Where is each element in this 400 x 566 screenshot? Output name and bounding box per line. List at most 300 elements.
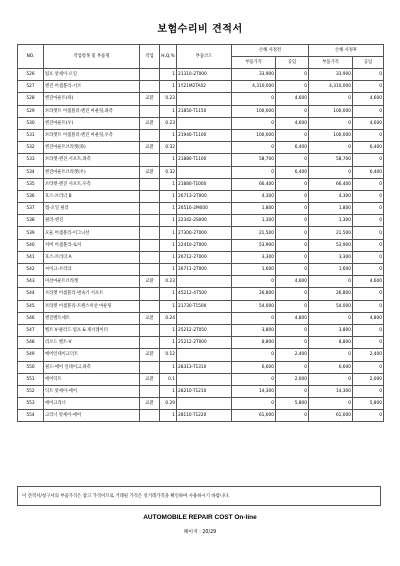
cell-name: 브라켓 어셈블리-변속기 서포트	[44, 288, 140, 300]
cell-p2: 100,000	[309, 129, 353, 141]
table-row	[18, 142, 384, 154]
cell-work	[140, 288, 160, 300]
cell-l2: 0	[353, 178, 384, 190]
cell-code: 45212-4T500	[177, 288, 232, 300]
cell-no: 534	[18, 166, 44, 178]
cell-hq: 0.29	[160, 398, 177, 410]
cell-work	[140, 154, 160, 166]
cell-l2: 5,800	[353, 398, 384, 410]
cell-hq: 1	[160, 190, 177, 202]
cell-l2: 6,400	[353, 166, 384, 178]
cell-no: 551	[18, 373, 44, 385]
table-row	[18, 215, 384, 227]
cell-hq: 0.32	[160, 166, 177, 178]
cell-p2: 6,600	[309, 361, 353, 373]
cell-hq: 1	[160, 324, 177, 336]
cell-l1: 4,600	[276, 93, 309, 105]
cell-l1: 0	[276, 129, 309, 141]
cell-p1: 3,800	[232, 324, 276, 336]
cell-p2: 26,800	[309, 288, 353, 300]
cell-hq: 0.23	[160, 93, 177, 105]
cell-work: 교환	[140, 398, 160, 410]
cell-name: 엔진마운트(우)	[44, 117, 140, 129]
cell-l1: 0	[276, 105, 309, 117]
cell-p1: 14,300	[232, 385, 276, 397]
cell-l1: 0	[276, 215, 309, 227]
header-code: 부품코드	[177, 45, 232, 69]
cell-l2: 0	[353, 105, 384, 117]
cell-l2: 0	[353, 251, 384, 263]
cell-name: 엔진벨트세트	[44, 312, 140, 324]
cell-work: 교환	[140, 373, 160, 385]
cell-code: 28210-T1210	[177, 385, 232, 397]
cell-name: 브라켓-엔진 서포트,우측	[44, 178, 140, 190]
page-number: 페이지 : 20/29	[183, 530, 217, 535]
cell-code	[177, 166, 232, 178]
cell-work	[140, 300, 160, 312]
cell-p1: 58,700	[232, 154, 276, 166]
cell-code	[177, 117, 232, 129]
cell-l1: 0	[276, 264, 309, 276]
cell-p2: 0	[309, 166, 353, 178]
cell-work	[140, 129, 160, 141]
cell-work	[140, 324, 160, 336]
cell-l1: 2,400	[276, 349, 309, 361]
cell-l2: 0	[353, 361, 384, 373]
cell-name: 호스-브리더 B	[44, 190, 140, 202]
cell-hq: 0.12	[160, 349, 177, 361]
cell-name: 덕트 앗세이-에어	[44, 385, 140, 397]
cell-l2: 0	[353, 81, 384, 93]
cell-code: 26510-2M000	[177, 203, 232, 215]
cell-code: 26712-2T000	[177, 251, 232, 263]
cell-hq: 1	[160, 129, 177, 141]
cell-p2: 4,310,000	[309, 81, 353, 93]
cell-work	[140, 410, 160, 422]
cell-no: 554	[18, 410, 44, 422]
cell-work: 교환	[140, 166, 160, 178]
cell-l2: 4,800	[353, 312, 384, 324]
footer-brand: AUTOMOBILE REPAIR COST On-line	[143, 514, 257, 521]
table-row	[18, 300, 384, 312]
table-row	[18, 105, 384, 117]
cell-hq: 1	[160, 288, 177, 300]
cell-code	[177, 276, 232, 288]
table-row	[18, 361, 384, 373]
cell-p1: 53,900	[232, 239, 276, 251]
cell-l2: 0	[353, 288, 384, 300]
cell-work: 교환	[140, 276, 160, 288]
cell-name: 브라켓트 어셈블리-엔진 마운팅,우측	[44, 129, 140, 141]
cell-code: 26713-2T000	[177, 190, 232, 202]
cell-code	[177, 349, 232, 361]
cell-name: 펌프 앗세이-오일	[44, 69, 140, 81]
estimate-table	[17, 44, 384, 422]
cell-p2: 0	[309, 117, 353, 129]
cell-hq: 1	[160, 69, 177, 81]
cell-l2: 0	[353, 154, 384, 166]
cell-no: 546	[18, 312, 44, 324]
table-row	[18, 373, 384, 385]
table-row	[18, 312, 384, 324]
cell-hq: 1	[160, 154, 177, 166]
table-row	[18, 93, 384, 105]
cell-no: 527	[18, 81, 44, 93]
cell-p1: 100,000	[232, 129, 276, 141]
cell-l1: 4,600	[276, 117, 309, 129]
cell-name: 크리너 앗세이-에어	[44, 410, 140, 422]
table-row	[18, 337, 384, 349]
cell-l1: 0	[276, 385, 309, 397]
table-row	[18, 324, 384, 336]
cell-p2: 0	[309, 373, 353, 385]
cell-no: 535	[18, 178, 44, 190]
cell-work: 교환	[140, 349, 160, 361]
cell-no: 532	[18, 142, 44, 154]
cell-code: 21940-T1100	[177, 129, 232, 141]
cell-work	[140, 264, 160, 276]
cell-no: 544	[18, 288, 44, 300]
cell-code	[177, 373, 232, 385]
cell-code	[177, 93, 232, 105]
cell-p1: 61,000	[232, 410, 276, 422]
cell-l1: 0	[276, 251, 309, 263]
cell-work	[140, 385, 160, 397]
cell-name: 리브드 벨트-V	[44, 337, 140, 349]
cell-no: 547	[18, 324, 44, 336]
cell-p2: 3,800	[309, 324, 353, 336]
cell-p1: 0	[232, 398, 276, 410]
cell-work	[140, 105, 160, 117]
table-row	[18, 398, 384, 410]
table-row	[18, 69, 384, 81]
table-row	[18, 117, 384, 129]
cell-code	[177, 142, 232, 154]
cell-p1: 1,800	[232, 203, 276, 215]
cell-name: 엔진 어셈블리-서브	[44, 81, 140, 93]
cell-l1: 2,000	[276, 373, 309, 385]
cell-work: 교환	[140, 117, 160, 129]
cell-p1: 8,800	[232, 337, 276, 349]
cell-hq: 1	[160, 251, 177, 263]
cell-code	[177, 398, 232, 410]
cell-name: 커버 어셈블리-로커	[44, 239, 140, 251]
cell-l2: 6,400	[353, 142, 384, 154]
cell-work	[140, 239, 160, 251]
table-row	[18, 227, 384, 239]
cell-name: 모듈 어셈블리-이그니션	[44, 227, 140, 239]
table-row	[18, 81, 384, 93]
table-row	[18, 385, 384, 397]
cell-p2: 0	[309, 349, 353, 361]
cell-l1: 6,400	[276, 142, 309, 154]
cell-p2: 1,800	[309, 203, 353, 215]
cell-name: 캡-오일 필러	[44, 203, 140, 215]
table-row	[18, 264, 384, 276]
cell-p1: 100,000	[232, 105, 276, 117]
cell-p1: 54,000	[232, 300, 276, 312]
cell-work	[140, 251, 160, 263]
cell-code: 27300-2T000	[177, 227, 232, 239]
cell-name: 에어언테이크덕트	[44, 349, 140, 361]
cell-work	[140, 227, 160, 239]
cell-hq: 0.23	[160, 117, 177, 129]
cell-name: 브라켓-엔진 서포트,좌측	[44, 154, 140, 166]
header-hq: H,Q,%	[160, 45, 177, 69]
cell-code: 26711-2T000	[177, 264, 232, 276]
cell-no: 538	[18, 215, 44, 227]
cell-work	[140, 178, 160, 190]
cell-hq: 1	[160, 203, 177, 215]
cell-l2: 0	[353, 69, 384, 81]
cell-hq: 1	[160, 178, 177, 190]
cell-p2: 0	[309, 312, 353, 324]
cell-code: 28110-T1220	[177, 410, 232, 422]
cell-p2: 61,000	[309, 410, 353, 422]
cell-hq: 0.32	[160, 142, 177, 154]
cell-no: 540	[18, 239, 44, 251]
cell-l2: 0	[353, 337, 384, 349]
cell-p2: 0	[309, 142, 353, 154]
cell-l2: 0	[353, 203, 384, 215]
cell-no: 529	[18, 105, 44, 117]
cell-p2: 14,300	[309, 385, 353, 397]
cell-l2: 0	[353, 300, 384, 312]
cell-l1: 0	[276, 154, 309, 166]
cell-no: 533	[18, 154, 44, 166]
cell-l1: 0	[276, 227, 309, 239]
cell-p2: 1,600	[309, 264, 353, 276]
cell-p2: 66,400	[309, 178, 353, 190]
cell-p2: 21,500	[309, 227, 353, 239]
cell-p2: 100,000	[309, 105, 353, 117]
header-no: NO.	[18, 45, 44, 69]
cell-code: 21850-T1150	[177, 105, 232, 117]
cell-name: 엔진마운트(좌)	[44, 93, 140, 105]
table-row	[18, 288, 384, 300]
cell-p1: 0	[232, 142, 276, 154]
cell-p1: 4,300	[232, 190, 276, 202]
cell-l2: 0	[353, 264, 384, 276]
cell-name: 브라켓 어셈블리-트랜스미션 마운팅	[44, 300, 140, 312]
cell-l1: 0	[276, 288, 309, 300]
table-row	[18, 276, 384, 288]
cell-l2: 0	[353, 190, 384, 202]
cell-work	[140, 337, 160, 349]
cell-l1: 0	[276, 361, 309, 373]
cell-p2: 3,300	[309, 251, 353, 263]
cell-l2: 0	[353, 129, 384, 141]
cell-no: 536	[18, 190, 44, 202]
cell-hq: 0.1	[160, 373, 177, 385]
cell-name: 엔진마운트브라켓(우)	[44, 166, 140, 178]
cell-name: 필러-엔진	[44, 215, 140, 227]
cell-code: 21880-T1100	[177, 154, 232, 166]
table-row	[18, 190, 384, 202]
cell-l2: 0	[353, 324, 384, 336]
table-row	[18, 178, 384, 190]
cell-hq: 1	[160, 385, 177, 397]
table-row	[18, 349, 384, 361]
cell-l1: 0	[276, 300, 309, 312]
header-work: 작업	[140, 45, 160, 69]
cell-p1: 0	[232, 93, 276, 105]
cell-no: 553	[18, 398, 44, 410]
cell-l2: 0	[353, 227, 384, 239]
table-row	[18, 239, 384, 251]
cell-p1: 0	[232, 117, 276, 129]
cell-l2: 0	[353, 385, 384, 397]
cell-p1: 0	[232, 373, 276, 385]
document-title: 보험수리비 견적서	[157, 24, 243, 35]
cell-l1: 0	[276, 178, 309, 190]
cell-work: 교환	[140, 142, 160, 154]
cell-name: 필드-에어 인테이크,좌측	[44, 361, 140, 373]
cell-name: 에어덕트	[44, 373, 140, 385]
header-price-before: 부품가격	[232, 57, 276, 69]
cell-p1: 33,900	[232, 69, 276, 81]
disclaimer-note: 이 견적서/청구서의 부품가격은 참고 가격이므로 거래될 가격은 실거래가격을 확인하여 사용하시기 바랍니다.	[17, 486, 381, 506]
cell-no: 539	[18, 227, 44, 239]
cell-p1: 0	[232, 349, 276, 361]
cell-no: 545	[18, 300, 44, 312]
cell-p2: 8,800	[309, 337, 353, 349]
cell-hq: 1	[160, 227, 177, 239]
cell-work: 교환	[140, 93, 160, 105]
cell-l1: 4,800	[276, 312, 309, 324]
cell-hq: 1	[160, 337, 177, 349]
cell-l2: 4,600	[353, 276, 384, 288]
cell-work	[140, 190, 160, 202]
cell-p1: 1,600	[232, 264, 276, 276]
cell-p2: 0	[309, 93, 353, 105]
cell-l1: 5,800	[276, 398, 309, 410]
cell-work	[140, 81, 160, 93]
cell-hq: 1	[160, 361, 177, 373]
cell-name: 엔진마운트브라켓(좌)	[44, 142, 140, 154]
cell-p1: 0	[232, 276, 276, 288]
cell-hq: 1	[160, 239, 177, 251]
cell-code: 1Y21M2TA02	[177, 81, 232, 93]
cell-p2: 54,000	[309, 300, 353, 312]
cell-p1: 21,500	[232, 227, 276, 239]
cell-hq: 1	[160, 264, 177, 276]
table-row	[18, 410, 384, 422]
cell-hq: 0.23	[160, 276, 177, 288]
cell-p1: 0	[232, 166, 276, 178]
cell-no: 526	[18, 69, 44, 81]
estimate-rows	[18, 69, 384, 422]
table-row	[18, 251, 384, 263]
cell-no: 530	[18, 117, 44, 129]
cell-hq: 0.24	[160, 312, 177, 324]
cell-no: 550	[18, 361, 44, 373]
cell-l2: 2,000	[353, 373, 384, 385]
header-price-after: 부품가격	[309, 57, 353, 69]
cell-p2: 4,300	[309, 190, 353, 202]
cell-p2: 0	[309, 398, 353, 410]
header-labor-after: 공임	[353, 57, 384, 69]
cell-work	[140, 361, 160, 373]
header-after: 손해 사정후	[309, 45, 384, 57]
header-labor-before: 공임	[276, 57, 309, 69]
cell-no: 549	[18, 349, 44, 361]
cell-l2: 2,400	[353, 349, 384, 361]
cell-no: 548	[18, 337, 44, 349]
cell-name: 벨트 V-클러드 펌프 & 제너레이터	[44, 324, 140, 336]
cell-l1: 0	[276, 337, 309, 349]
cell-hq: 1	[160, 300, 177, 312]
cell-work: 교환	[140, 312, 160, 324]
cell-l1: 0	[276, 69, 309, 81]
cell-code: 22410-2T000	[177, 239, 232, 251]
cell-code: 25212-2T050	[177, 324, 232, 336]
cell-code: 22342-2S000	[177, 215, 232, 227]
cell-l1: 0	[276, 410, 309, 422]
cell-name: 호스-브리더 A	[44, 251, 140, 263]
cell-l1: 6,400	[276, 166, 309, 178]
cell-work	[140, 203, 160, 215]
cell-l2: 0	[353, 215, 384, 227]
table-row	[18, 203, 384, 215]
cell-p2: 58,700	[309, 154, 353, 166]
cell-hq: 1	[160, 215, 177, 227]
cell-l1: 0	[276, 239, 309, 251]
cell-name: 미션마운트브라켓	[44, 276, 140, 288]
cell-l1: 4,600	[276, 276, 309, 288]
cell-code: 28313-T1310	[177, 361, 232, 373]
cell-l2: 0	[353, 410, 384, 422]
cell-code: 21310-2T000	[177, 69, 232, 81]
cell-l1: 0	[276, 190, 309, 202]
cell-p2: 0	[309, 276, 353, 288]
cell-name: 브라켓트 어셈블리-엔진 마운팅,좌측	[44, 105, 140, 117]
cell-no: 542	[18, 264, 44, 276]
cell-work	[140, 69, 160, 81]
cell-no: 531	[18, 129, 44, 141]
cell-p1: 4,310,000	[232, 81, 276, 93]
cell-no: 528	[18, 93, 44, 105]
table-row	[18, 154, 384, 166]
cell-hq: 1	[160, 410, 177, 422]
cell-l2: 4,600	[353, 117, 384, 129]
cell-hq: 1	[160, 105, 177, 117]
cell-p1: 66,400	[232, 178, 276, 190]
cell-code	[177, 312, 232, 324]
cell-code: 25212-2T000	[177, 337, 232, 349]
cell-no: 541	[18, 251, 44, 263]
cell-p1: 1,300	[232, 215, 276, 227]
cell-name: 씨이크-브리더	[44, 264, 140, 276]
cell-code: 21730-T1500	[177, 300, 232, 312]
cell-no: 537	[18, 203, 44, 215]
table-row	[18, 166, 384, 178]
cell-p2: 53,900	[309, 239, 353, 251]
cell-no: 543	[18, 276, 44, 288]
cell-p1: 0	[232, 312, 276, 324]
cell-code: 21880-T1000	[177, 178, 232, 190]
cell-l1: 0	[276, 324, 309, 336]
cell-no: 552	[18, 385, 44, 397]
cell-p1: 3,300	[232, 251, 276, 263]
cell-l2: 4,600	[353, 93, 384, 105]
cell-l1: 0	[276, 81, 309, 93]
cell-l1: 0	[276, 203, 309, 215]
table-row	[18, 129, 384, 141]
cell-p2: 33,900	[309, 69, 353, 81]
header-before: 손해 사정전	[232, 45, 309, 57]
cell-name: 에어크리너	[44, 398, 140, 410]
